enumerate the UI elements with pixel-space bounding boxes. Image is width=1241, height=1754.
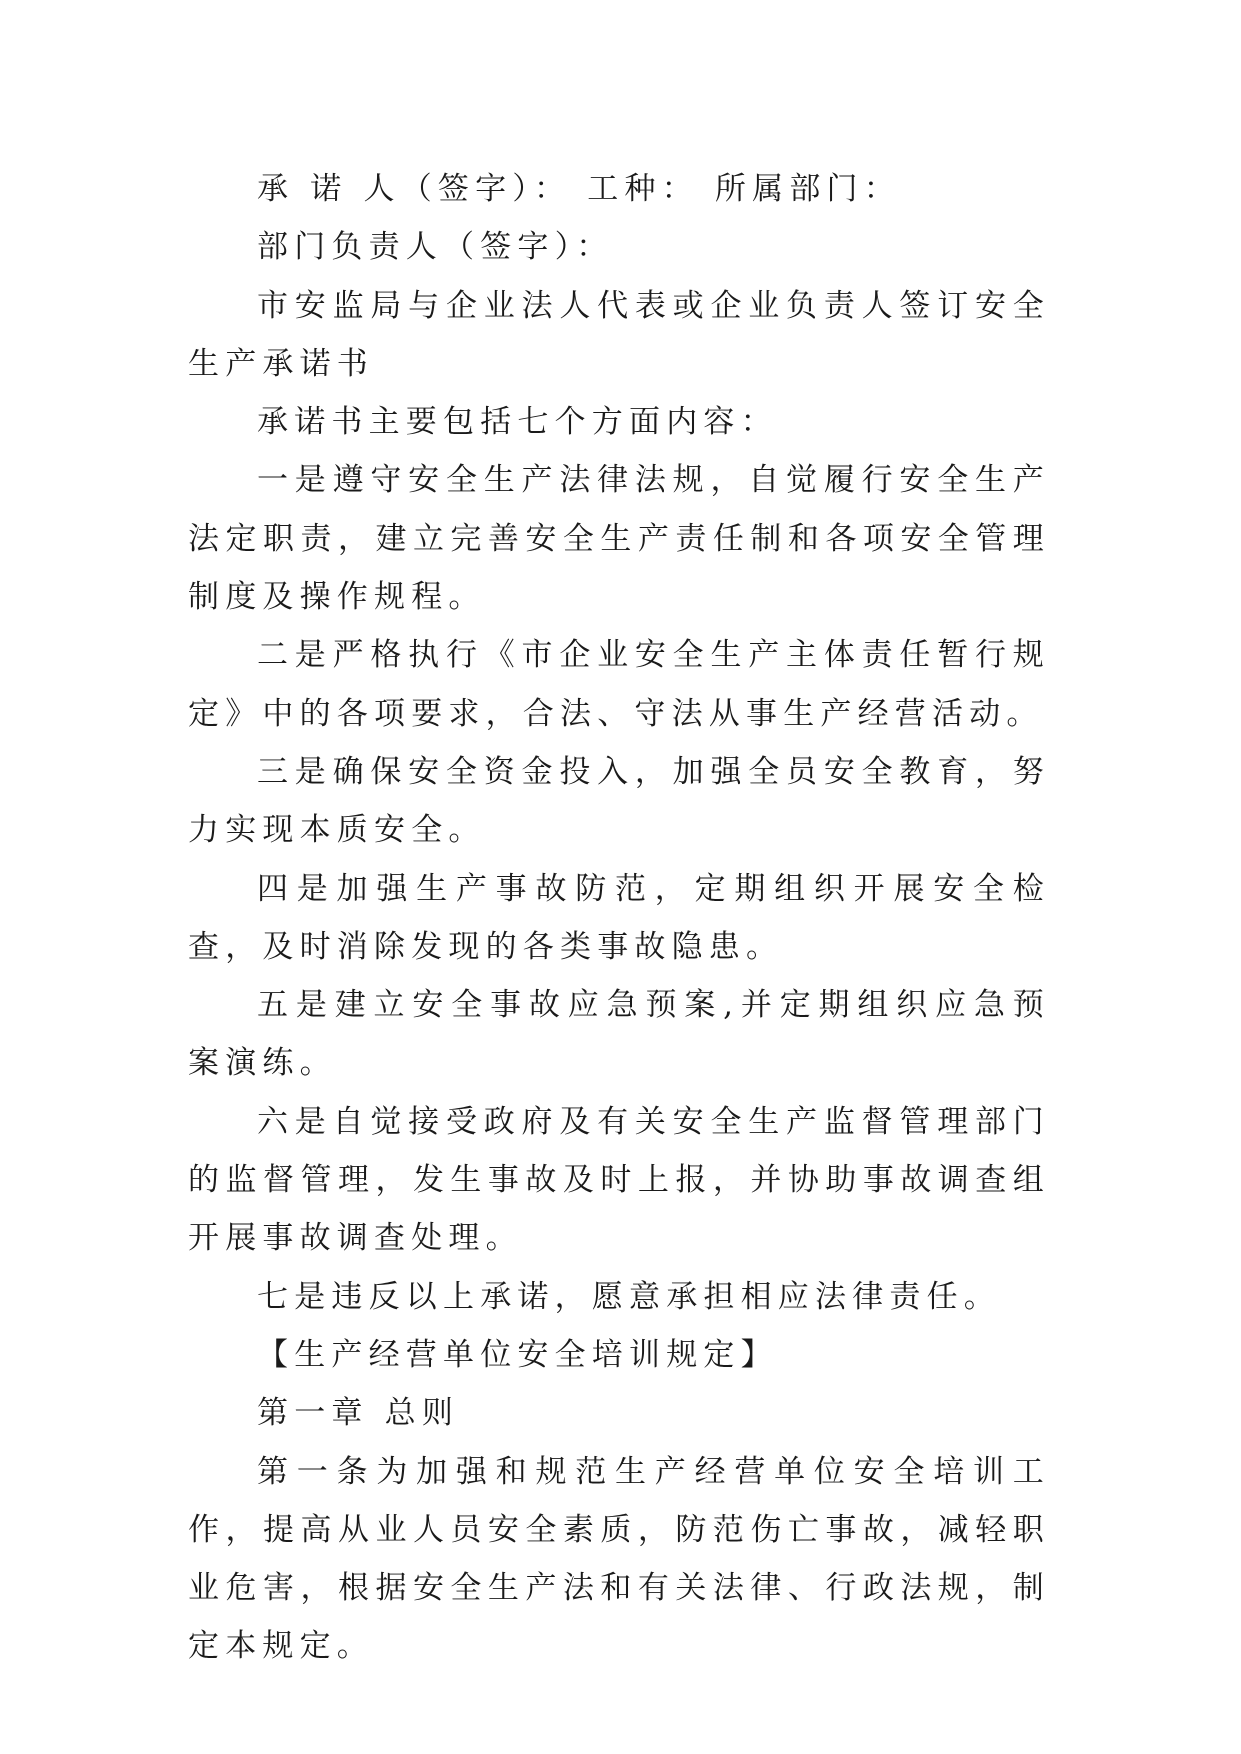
- pledge-item-4: 四是加强生产事故防范，定期组织开展安全检查，及时消除发现的各类事故隐患。: [188, 870, 1050, 965]
- regulation-title: 【生产经营单位安全培训规定】: [257, 1336, 778, 1373]
- pledger-signature-line: 承 诺 人（签字）： 工种： 所属部门：: [257, 171, 901, 207]
- pledge-item-3: 三是确保安全资金投入，加强全员安全教育，努力实现本质安全。: [188, 753, 1050, 849]
- chapter-heading: 第一章 总则: [257, 1395, 460, 1432]
- pledge-intro: 承诺书主要包括七个方面内容：: [257, 404, 778, 441]
- article-1: 第一条为加强和规范生产经营单位安全培训工作，提高从业人员安全素质，防范伤亡事故，减轻职业危害，根据安全生产法和有关法律、行政法规，制定本规定。: [188, 1453, 1050, 1665]
- pledge-heading: 市安监局与企业法人代表或企业负责人签订安全生产承诺书: [188, 287, 1050, 382]
- document-body: [188, 160, 1050, 1676]
- pledge-item-7: 七是违反以上承诺，愿意承担相应法律责任。: [257, 1278, 1001, 1315]
- pledge-item-6: 六是自觉接受政府及有关安全生产监督管理部门的监督管理，发生事故及时上报，并协助事故调查组开展事故调查处理。: [188, 1103, 1050, 1257]
- pledge-item-5: 五是建立安全事故应急预案,并定期组织应急预案演练。: [188, 987, 1050, 1082]
- pledge-item-2: 二是严格执行《市企业安全生产主体责任暂行规定》中的各项要求，合法、守法从事生产经营活动。: [188, 637, 1050, 732]
- pledge-item-1: 一是遵守安全生产法律法规，自觉履行安全生产法定职责，建立完善安全生产责任制和各项安全管理制度及操作规程。: [188, 462, 1050, 616]
- department-head-signature-line: 部门负责人（签字）：: [257, 229, 614, 266]
